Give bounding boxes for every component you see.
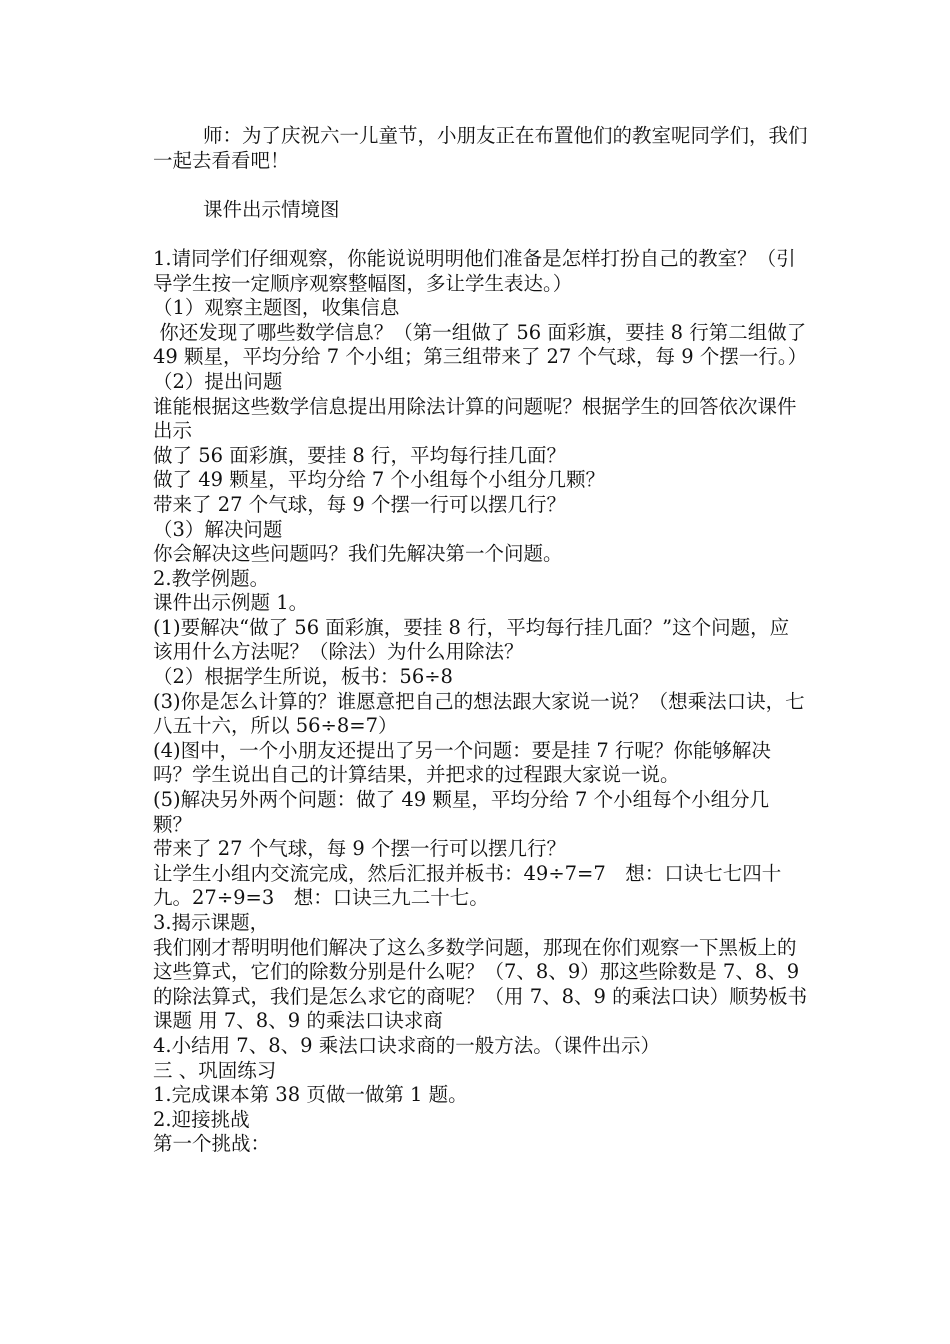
- paragraph: （1）观察主题图，收集信息: [153, 296, 400, 320]
- paragraph: 谁能根据这些数学信息提出用除法计算的问题呢？根据学生的回答依次课件出示: [153, 394, 797, 443]
- paragraph: （2）提出问题: [153, 369, 283, 393]
- paragraph: 课件出示例题 1。: [153, 591, 309, 615]
- paragraph: 带来了 27 个气球，每 9 个摆一行可以摆几行？: [153, 492, 567, 516]
- paragraph: (3)你是怎么计算的？谁愿意把自己的想法跟大家说一说？（想乘法口诀，七八五十六，所以 56÷8=7）: [153, 689, 805, 738]
- paragraph: 课件出示情境图: [203, 197, 340, 221]
- paragraph: （2）根据学生所说，板书：56÷8: [153, 665, 453, 689]
- paragraph: 让学生小组内交流完成，然后汇报并板书：49÷7=7 想：口诀七七四十九。27÷9=3 想：口诀三九二十七。: [153, 861, 782, 910]
- paragraph: (1)要解决“做了 56 面彩旗，要挂 8 行，平均每行挂几面？”这个问题，应该用什么方法呢？（除法）为什么用除法？: [153, 615, 790, 664]
- paragraph: 你会解决这些问题吗？我们先解决第一个问题。: [153, 542, 563, 566]
- paragraph: 1.请同学们仔细观察，你能说说明明他们准备是怎样打扮自己的教室？（引导学生按一定顺序观察整幅图，多让学生表达。）: [153, 246, 796, 295]
- paragraph: 三 、巩固练习: [153, 1058, 277, 1082]
- paragraph: 1.完成课本第 38 页做一做第 1 题。: [153, 1083, 468, 1107]
- paragraph: 2.迎接挑战: [153, 1107, 250, 1131]
- paragraph: （3）解决问题: [153, 517, 283, 541]
- paragraph: 第一个挑战：: [153, 1132, 271, 1156]
- paragraph: 我们刚才帮明明他们解决了这么多数学问题，那现在你们观察一下黑板上的这些算式，它们的除数分别是什么呢？（7、8、9）那这些除数是 7、8、9 的除法算式，我们是怎么求它的商呢？（用 7、8、9 的乘法口诀）顺势板书课题 用 7、8、9 的乘法口诀求商: [153, 935, 808, 1033]
- paragraph: 3.揭示课题，: [153, 911, 270, 934]
- document-body: [153, 124, 813, 1157]
- paragraph: 做了 56 面彩旗，要挂 8 行，平均每行挂几面？: [153, 443, 567, 467]
- paragraph: 师：为了庆祝六一儿童节，小朋友正在布置他们的教室呢同学们，我们一起去看看吧！: [153, 124, 808, 172]
- paragraph: 你还发现了哪些数学信息？（第一组做了 56 面彩旗，要挂 8 行第二组做了 49 颗星，平均分给 7 个小组；第三组带来了 27 个气球，每 9 个摆一行。）: [153, 320, 813, 369]
- paragraph: (5)解决另外两个问题：做了 49 颗星，平均分给 7 个小组每个小组分几颗？: [153, 788, 770, 836]
- paragraph: 带来了 27 个气球，每 9 个摆一行可以摆几行？: [153, 837, 567, 861]
- paragraph: (4)图中，一个小朋友还提出了另一个问题：要是挂 7 行呢？你能够解决吗？学生说出自己的计算结果，并把求的过程跟大家说一说。: [153, 738, 771, 787]
- paragraph: 2.教学例题。: [153, 566, 270, 590]
- paragraph: 做了 49 颗星，平均分给 7 个小组每个小组分几颗？: [153, 468, 606, 492]
- paragraph: 4.小结用 7、8、9 乘法口诀求商的一般方法。（课件出示）: [153, 1033, 660, 1057]
